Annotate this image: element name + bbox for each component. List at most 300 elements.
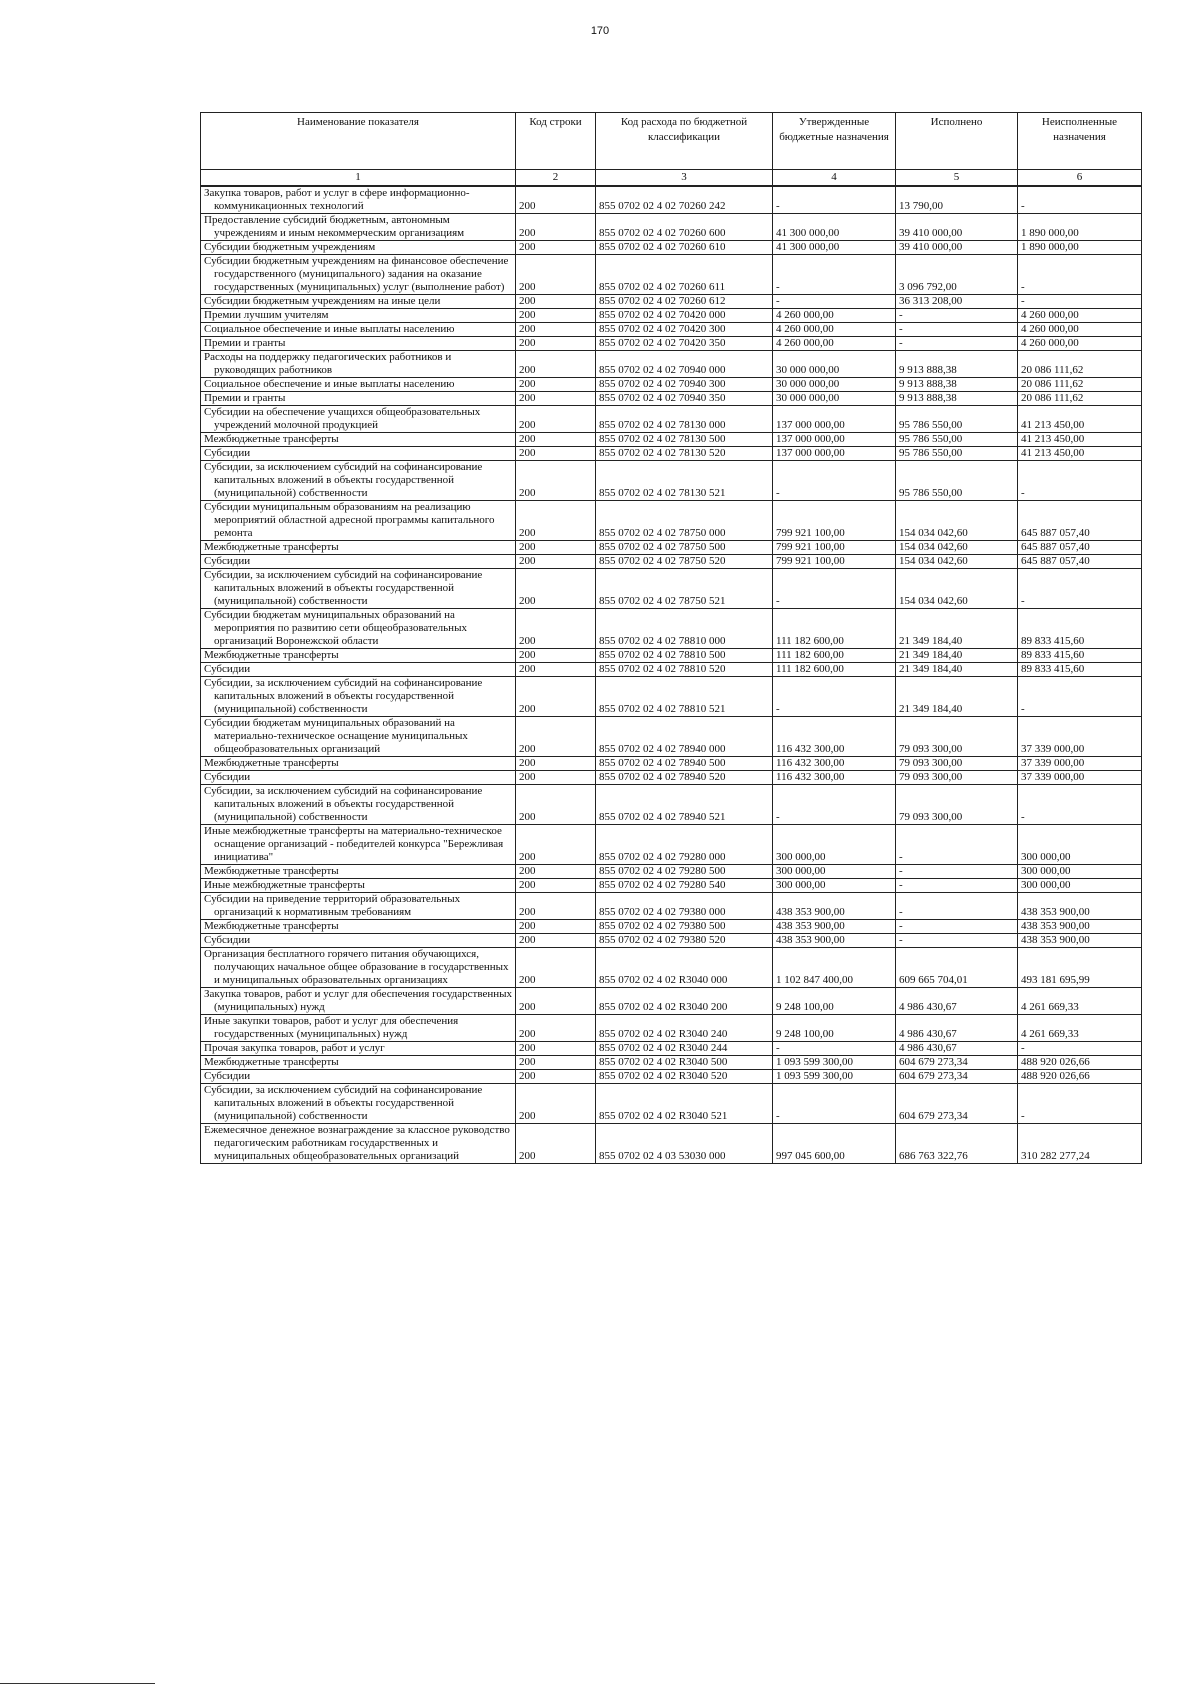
budget-code-cell: 855 0702 02 4 02 78810 000 <box>596 609 773 649</box>
table-row <box>201 214 1142 241</box>
indicator-name-cell: Субсидии бюджетам муниципальных образований на мероприятия по развитию сети общеобразовательных организаций Воронежской области <box>201 609 516 649</box>
unexecuted-cell: 493 181 695,99 <box>1018 948 1142 988</box>
unexecuted-cell: 438 353 900,00 <box>1018 920 1142 934</box>
indicator-name-cell: Субсидии <box>201 447 516 461</box>
indicator-name-cell: Премии и гранты <box>201 392 516 406</box>
table-row <box>201 785 1142 825</box>
unexecuted-cell: 645 887 057,40 <box>1018 501 1142 541</box>
line-code-cell: 200 <box>516 677 596 717</box>
unexecuted-cell: - <box>1018 186 1142 214</box>
unexecuted-cell: 300 000,00 <box>1018 879 1142 893</box>
approved-cell: 116 432 300,00 <box>773 717 896 757</box>
budget-code-cell: 855 0702 02 4 02 70420 300 <box>596 323 773 337</box>
line-code-cell: 200 <box>516 406 596 433</box>
budget-code-cell: 855 0702 02 4 03 53030 000 <box>596 1124 773 1164</box>
executed-cell: - <box>896 865 1018 879</box>
table-row <box>201 295 1142 309</box>
approved-cell: 1 093 599 300,00 <box>773 1056 896 1070</box>
unexecuted-cell: - <box>1018 569 1142 609</box>
line-code-cell: 200 <box>516 241 596 255</box>
unexecuted-cell: 89 833 415,60 <box>1018 609 1142 649</box>
indicator-name-cell: Закупка товаров, работ и услуг в сфере информационно-коммуникационных технологий <box>201 186 516 214</box>
unexecuted-cell: 89 833 415,60 <box>1018 649 1142 663</box>
table-row <box>201 351 1142 378</box>
approved-cell: 116 432 300,00 <box>773 771 896 785</box>
executed-cell: 604 679 273,34 <box>896 1056 1018 1070</box>
approved-cell: - <box>773 1084 896 1124</box>
indicator-name-cell: Предоставление субсидий бюджетным, автономным учреждениям и иным некоммерческим организациям <box>201 214 516 241</box>
header-line-code: Код строки <box>516 113 596 170</box>
header-approved: Утвержденные бюджетные назначения <box>773 113 896 170</box>
table-row <box>201 378 1142 392</box>
approved-cell: - <box>773 186 896 214</box>
budget-code-cell: 855 0702 02 4 02 79380 500 <box>596 920 773 934</box>
executed-cell: 79 093 300,00 <box>896 717 1018 757</box>
unexecuted-cell: 645 887 057,40 <box>1018 555 1142 569</box>
line-code-cell: 200 <box>516 295 596 309</box>
header-indicator-name: Наименование показателя <box>201 113 516 170</box>
approved-cell: 137 000 000,00 <box>773 406 896 433</box>
indicator-name-cell: Субсидии, за исключением субсидий на софинансирование капитальных вложений в объекты государственной (муниципальной) собственности <box>201 461 516 501</box>
budget-code-cell: 855 0702 02 4 02 70940 000 <box>596 351 773 378</box>
executed-cell: 9 913 888,38 <box>896 351 1018 378</box>
indicator-name-cell: Межбюджетные трансферты <box>201 541 516 555</box>
executed-cell: 13 790,00 <box>896 186 1018 214</box>
line-code-cell: 200 <box>516 541 596 555</box>
indicator-name-cell: Иные закупки товаров, работ и услуг для обеспечения государственных (муниципальных) нужд <box>201 1015 516 1042</box>
table-row <box>201 186 1142 214</box>
approved-cell: 300 000,00 <box>773 865 896 879</box>
executed-cell: - <box>896 323 1018 337</box>
indicator-name-cell: Прочая закупка товаров, работ и услуг <box>201 1042 516 1056</box>
column-number: 6 <box>1018 170 1142 187</box>
budget-code-cell: 855 0702 02 4 02 R3040 200 <box>596 988 773 1015</box>
line-code-cell: 200 <box>516 609 596 649</box>
table-row <box>201 309 1142 323</box>
line-code-cell: 200 <box>516 569 596 609</box>
line-code-cell: 200 <box>516 771 596 785</box>
indicator-name-cell: Социальное обеспечение и иные выплаты населению <box>201 323 516 337</box>
approved-cell: - <box>773 295 896 309</box>
unexecuted-cell: 1 890 000,00 <box>1018 241 1142 255</box>
executed-cell: 154 034 042,60 <box>896 569 1018 609</box>
indicator-name-cell: Расходы на поддержку педагогических работников и руководящих работников <box>201 351 516 378</box>
unexecuted-cell: - <box>1018 1042 1142 1056</box>
unexecuted-cell: - <box>1018 785 1142 825</box>
indicator-name-cell: Межбюджетные трансферты <box>201 920 516 934</box>
line-code-cell: 200 <box>516 351 596 378</box>
executed-cell: 95 786 550,00 <box>896 447 1018 461</box>
line-code-cell: 200 <box>516 663 596 677</box>
budget-code-cell: 855 0702 02 4 02 78940 521 <box>596 785 773 825</box>
budget-code-cell: 855 0702 02 4 02 78940 500 <box>596 757 773 771</box>
line-code-cell: 200 <box>516 378 596 392</box>
indicator-name-cell: Межбюджетные трансферты <box>201 757 516 771</box>
executed-cell: 79 093 300,00 <box>896 785 1018 825</box>
table-body <box>201 186 1142 1164</box>
unexecuted-cell: 488 920 026,66 <box>1018 1056 1142 1070</box>
indicator-name-cell: Ежемесячное денежное вознаграждение за классное руководство педагогическим работникам государственных и муниципальных общеобразовательных организаций <box>201 1124 516 1164</box>
approved-cell: 799 921 100,00 <box>773 555 896 569</box>
line-code-cell: 200 <box>516 934 596 948</box>
table-row <box>201 392 1142 406</box>
line-code-cell: 200 <box>516 555 596 569</box>
budget-code-cell: 855 0702 02 4 02 78130 521 <box>596 461 773 501</box>
table-row <box>201 406 1142 433</box>
column-number: 3 <box>596 170 773 187</box>
table-row <box>201 663 1142 677</box>
budget-code-cell: 855 0702 02 4 02 70260 242 <box>596 186 773 214</box>
executed-cell: - <box>896 920 1018 934</box>
executed-cell: 39 410 000,00 <box>896 241 1018 255</box>
budget-code-cell: 855 0702 02 4 02 70940 300 <box>596 378 773 392</box>
executed-cell: - <box>896 893 1018 920</box>
unexecuted-cell: 4 261 669,33 <box>1018 988 1142 1015</box>
approved-cell: 4 260 000,00 <box>773 323 896 337</box>
approved-cell: 30 000 000,00 <box>773 351 896 378</box>
budget-code-cell: 855 0702 02 4 02 70260 611 <box>596 255 773 295</box>
line-code-cell: 200 <box>516 757 596 771</box>
unexecuted-cell: 41 213 450,00 <box>1018 433 1142 447</box>
budget-code-cell: 855 0702 02 4 02 R3040 244 <box>596 1042 773 1056</box>
table-row <box>201 771 1142 785</box>
column-number: 5 <box>896 170 1018 187</box>
line-code-cell: 200 <box>516 309 596 323</box>
table-row <box>201 825 1142 865</box>
indicator-name-cell: Межбюджетные трансферты <box>201 1056 516 1070</box>
table-row <box>201 1124 1142 1164</box>
executed-cell: - <box>896 879 1018 893</box>
line-code-cell: 200 <box>516 1124 596 1164</box>
executed-cell: - <box>896 309 1018 323</box>
budget-code-cell: 855 0702 02 4 02 78130 000 <box>596 406 773 433</box>
budget-code-cell: 855 0702 02 4 02 78750 520 <box>596 555 773 569</box>
approved-cell: - <box>773 785 896 825</box>
indicator-name-cell: Субсидии, за исключением субсидий на софинансирование капитальных вложений в объекты государственной (муниципальной) собственности <box>201 785 516 825</box>
approved-cell: 41 300 000,00 <box>773 214 896 241</box>
line-code-cell: 200 <box>516 1084 596 1124</box>
line-code-cell: 200 <box>516 214 596 241</box>
table-row <box>201 461 1142 501</box>
executed-cell: 9 913 888,38 <box>896 392 1018 406</box>
line-code-cell: 200 <box>516 392 596 406</box>
table-row <box>201 757 1142 771</box>
table-row <box>201 1056 1142 1070</box>
executed-cell: 3 096 792,00 <box>896 255 1018 295</box>
executed-cell: - <box>896 825 1018 865</box>
line-code-cell: 200 <box>516 988 596 1015</box>
executed-cell: 39 410 000,00 <box>896 214 1018 241</box>
unexecuted-cell: 37 339 000,00 <box>1018 757 1142 771</box>
header-unexecuted: Неисполненные назначения <box>1018 113 1142 170</box>
budget-code-cell: 855 0702 02 4 02 78130 520 <box>596 447 773 461</box>
executed-cell: 4 986 430,67 <box>896 1015 1018 1042</box>
budget-code-cell: 855 0702 02 4 02 79380 000 <box>596 893 773 920</box>
approved-cell: 137 000 000,00 <box>773 433 896 447</box>
budget-code-cell: 855 0702 02 4 02 78750 500 <box>596 541 773 555</box>
indicator-name-cell: Субсидии <box>201 1070 516 1084</box>
unexecuted-cell: - <box>1018 255 1142 295</box>
approved-cell: - <box>773 569 896 609</box>
approved-cell: 111 182 600,00 <box>773 649 896 663</box>
line-code-cell: 200 <box>516 501 596 541</box>
budget-code-cell: 855 0702 02 4 02 R3040 240 <box>596 1015 773 1042</box>
table-row <box>201 501 1142 541</box>
unexecuted-cell: 4 260 000,00 <box>1018 309 1142 323</box>
unexecuted-cell: - <box>1018 677 1142 717</box>
approved-cell: 300 000,00 <box>773 879 896 893</box>
budget-code-cell: 855 0702 02 4 02 78810 521 <box>596 677 773 717</box>
unexecuted-cell: - <box>1018 295 1142 309</box>
budget-code-cell: 855 0702 02 4 02 70420 350 <box>596 337 773 351</box>
unexecuted-cell: 438 353 900,00 <box>1018 893 1142 920</box>
executed-cell: 154 034 042,60 <box>896 541 1018 555</box>
indicator-name-cell: Организация бесплатного горячего питания обучающихся, получающих начальное общее образование в государственных и муниципальных образовательных организациях <box>201 948 516 988</box>
unexecuted-cell: 4 260 000,00 <box>1018 323 1142 337</box>
approved-cell: 30 000 000,00 <box>773 392 896 406</box>
line-code-cell: 200 <box>516 785 596 825</box>
approved-cell: 137 000 000,00 <box>773 447 896 461</box>
table-row <box>201 255 1142 295</box>
indicator-name-cell: Субсидии <box>201 934 516 948</box>
table-row <box>201 1070 1142 1084</box>
indicator-name-cell: Премии лучшим учителям <box>201 309 516 323</box>
budget-code-cell: 855 0702 02 4 02 78750 521 <box>596 569 773 609</box>
line-code-cell: 200 <box>516 879 596 893</box>
executed-cell: 604 679 273,34 <box>896 1084 1018 1124</box>
unexecuted-cell: - <box>1018 1084 1142 1124</box>
budget-code-cell: 855 0702 02 4 02 78940 000 <box>596 717 773 757</box>
executed-cell: 686 763 322,76 <box>896 1124 1018 1164</box>
executed-cell: 154 034 042,60 <box>896 501 1018 541</box>
column-number: 4 <box>773 170 896 187</box>
approved-cell: - <box>773 677 896 717</box>
executed-cell: 604 679 273,34 <box>896 1070 1018 1084</box>
line-code-cell: 200 <box>516 865 596 879</box>
line-code-cell: 200 <box>516 255 596 295</box>
line-code-cell: 200 <box>516 1015 596 1042</box>
unexecuted-cell: - <box>1018 461 1142 501</box>
executed-cell: 609 665 704,01 <box>896 948 1018 988</box>
approved-cell: 1 093 599 300,00 <box>773 1070 896 1084</box>
approved-cell: 9 248 100,00 <box>773 1015 896 1042</box>
table-row <box>201 1084 1142 1124</box>
indicator-name-cell: Субсидии бюджетным учреждениям <box>201 241 516 255</box>
table-row <box>201 865 1142 879</box>
approved-cell: 30 000 000,00 <box>773 378 896 392</box>
table-row <box>201 609 1142 649</box>
unexecuted-cell: 300 000,00 <box>1018 825 1142 865</box>
approved-cell: 1 102 847 400,00 <box>773 948 896 988</box>
approved-cell: 438 353 900,00 <box>773 893 896 920</box>
executed-cell: 21 349 184,40 <box>896 663 1018 677</box>
unexecuted-cell: 37 339 000,00 <box>1018 717 1142 757</box>
line-code-cell: 200 <box>516 825 596 865</box>
budget-execution-table <box>200 112 1142 1164</box>
executed-cell: 79 093 300,00 <box>896 771 1018 785</box>
executed-cell: - <box>896 934 1018 948</box>
unexecuted-cell: 20 086 111,62 <box>1018 351 1142 378</box>
approved-cell: 438 353 900,00 <box>773 920 896 934</box>
table-row <box>201 717 1142 757</box>
executed-cell: 4 986 430,67 <box>896 1042 1018 1056</box>
budget-code-cell: 855 0702 02 4 02 R3040 521 <box>596 1084 773 1124</box>
unexecuted-cell: 41 213 450,00 <box>1018 406 1142 433</box>
table-row <box>201 433 1142 447</box>
approved-cell: 9 248 100,00 <box>773 988 896 1015</box>
budget-code-cell: 855 0702 02 4 02 79280 000 <box>596 825 773 865</box>
approved-cell: 438 353 900,00 <box>773 934 896 948</box>
unexecuted-cell: 89 833 415,60 <box>1018 663 1142 677</box>
table-row <box>201 677 1142 717</box>
budget-code-cell: 855 0702 02 4 02 78940 520 <box>596 771 773 785</box>
approved-cell: 997 045 600,00 <box>773 1124 896 1164</box>
table-row <box>201 920 1142 934</box>
unexecuted-cell: 37 339 000,00 <box>1018 771 1142 785</box>
table-row <box>201 934 1142 948</box>
executed-cell: 154 034 042,60 <box>896 555 1018 569</box>
unexecuted-cell: 20 086 111,62 <box>1018 378 1142 392</box>
table-row <box>201 988 1142 1015</box>
indicator-name-cell: Социальное обеспечение и иные выплаты населению <box>201 378 516 392</box>
executed-cell: 4 986 430,67 <box>896 988 1018 1015</box>
budget-code-cell: 855 0702 02 4 02 79380 520 <box>596 934 773 948</box>
approved-cell: 41 300 000,00 <box>773 241 896 255</box>
budget-code-cell: 855 0702 02 4 02 78810 500 <box>596 649 773 663</box>
indicator-name-cell: Субсидии муниципальным образованиям на реализацию мероприятий областной адресной программы капитального ремонта <box>201 501 516 541</box>
executed-cell: - <box>896 337 1018 351</box>
budget-code-cell: 855 0702 02 4 02 79280 500 <box>596 865 773 879</box>
line-code-cell: 200 <box>516 337 596 351</box>
approved-cell: 4 260 000,00 <box>773 309 896 323</box>
executed-cell: 9 913 888,38 <box>896 378 1018 392</box>
indicator-name-cell: Закупка товаров, работ и услуг для обеспечения государственных (муниципальных) нужд <box>201 988 516 1015</box>
line-code-cell: 200 <box>516 893 596 920</box>
budget-code-cell: 855 0702 02 4 02 R3040 500 <box>596 1056 773 1070</box>
unexecuted-cell: 488 920 026,66 <box>1018 1070 1142 1084</box>
indicator-name-cell: Субсидии бюджетам муниципальных образований на материально-техническое оснащение муниципальных общеобразовательных организаций <box>201 717 516 757</box>
approved-cell: 4 260 000,00 <box>773 337 896 351</box>
column-number: 2 <box>516 170 596 187</box>
line-code-cell: 200 <box>516 717 596 757</box>
unexecuted-cell: 310 282 277,24 <box>1018 1124 1142 1164</box>
indicator-name-cell: Иные межбюджетные трансферты на материально-техническое оснащение организаций - победителей конкурса "Бережливая инициатива" <box>201 825 516 865</box>
budget-code-cell: 855 0702 02 4 02 R3040 520 <box>596 1070 773 1084</box>
table-row <box>201 241 1142 255</box>
budget-code-cell: 855 0702 02 4 02 70260 610 <box>596 241 773 255</box>
executed-cell: 95 786 550,00 <box>896 433 1018 447</box>
table-row <box>201 879 1142 893</box>
executed-cell: 95 786 550,00 <box>896 406 1018 433</box>
header-executed: Исполнено <box>896 113 1018 170</box>
line-code-cell: 200 <box>516 323 596 337</box>
budget-code-cell: 855 0702 02 4 02 70940 350 <box>596 392 773 406</box>
indicator-name-cell: Субсидии <box>201 555 516 569</box>
unexecuted-cell: 4 261 669,33 <box>1018 1015 1142 1042</box>
approved-cell: - <box>773 1042 896 1056</box>
indicator-name-cell: Межбюджетные трансферты <box>201 865 516 879</box>
line-code-cell: 200 <box>516 186 596 214</box>
approved-cell: 111 182 600,00 <box>773 609 896 649</box>
footer-rule <box>0 1683 155 1684</box>
unexecuted-cell: 1 890 000,00 <box>1018 214 1142 241</box>
table-row <box>201 893 1142 920</box>
table-row <box>201 447 1142 461</box>
approved-cell: 116 432 300,00 <box>773 757 896 771</box>
unexecuted-cell: 645 887 057,40 <box>1018 541 1142 555</box>
table-row <box>201 1042 1142 1056</box>
indicator-name-cell: Субсидии <box>201 663 516 677</box>
table-row <box>201 649 1142 663</box>
line-code-cell: 200 <box>516 433 596 447</box>
indicator-name-cell: Субсидии бюджетным учреждениям на финансовое обеспечение государственного (муниципального) задания на оказание государственных (муниципальных) услуг (выполнение работ) <box>201 255 516 295</box>
executed-cell: 21 349 184,40 <box>896 649 1018 663</box>
executed-cell: 36 313 208,00 <box>896 295 1018 309</box>
line-code-cell: 200 <box>516 920 596 934</box>
unexecuted-cell: 4 260 000,00 <box>1018 337 1142 351</box>
column-number: 1 <box>201 170 516 187</box>
unexecuted-cell: 20 086 111,62 <box>1018 392 1142 406</box>
table-row <box>201 337 1142 351</box>
indicator-name-cell: Субсидии на приведение территорий образовательных организаций к нормативным требованиям <box>201 893 516 920</box>
budget-code-cell: 855 0702 02 4 02 70260 612 <box>596 295 773 309</box>
table-header <box>201 113 1142 187</box>
indicator-name-cell: Межбюджетные трансферты <box>201 433 516 447</box>
approved-cell: 111 182 600,00 <box>773 663 896 677</box>
executed-cell: 95 786 550,00 <box>896 461 1018 501</box>
approved-cell: 300 000,00 <box>773 825 896 865</box>
executed-cell: 21 349 184,40 <box>896 609 1018 649</box>
budget-code-cell: 855 0702 02 4 02 70260 600 <box>596 214 773 241</box>
table-row <box>201 323 1142 337</box>
indicator-name-cell: Субсидии, за исключением субсидий на софинансирование капитальных вложений в объекты государственной (муниципальной) собственности <box>201 1084 516 1124</box>
indicator-name-cell: Межбюджетные трансферты <box>201 649 516 663</box>
unexecuted-cell: 300 000,00 <box>1018 865 1142 879</box>
budget-code-cell: 855 0702 02 4 02 R3040 000 <box>596 948 773 988</box>
unexecuted-cell: 41 213 450,00 <box>1018 447 1142 461</box>
approved-cell: 799 921 100,00 <box>773 501 896 541</box>
budget-code-cell: 855 0702 02 4 02 70420 000 <box>596 309 773 323</box>
line-code-cell: 200 <box>516 649 596 663</box>
indicator-name-cell: Премии и гранты <box>201 337 516 351</box>
table-row <box>201 541 1142 555</box>
approved-cell: - <box>773 255 896 295</box>
table-row <box>201 569 1142 609</box>
indicator-name-cell: Иные межбюджетные трансферты <box>201 879 516 893</box>
budget-code-cell: 855 0702 02 4 02 78810 520 <box>596 663 773 677</box>
line-code-cell: 200 <box>516 1056 596 1070</box>
executed-cell: 21 349 184,40 <box>896 677 1018 717</box>
indicator-name-cell: Субсидии на обеспечение учащихся общеобразовательных учреждений молочной продукцией <box>201 406 516 433</box>
approved-cell: - <box>773 461 896 501</box>
line-code-cell: 200 <box>516 447 596 461</box>
indicator-name-cell: Субсидии <box>201 771 516 785</box>
line-code-cell: 200 <box>516 948 596 988</box>
header-budget-code: Код расхода по бюджетной классификации <box>596 113 773 170</box>
line-code-cell: 200 <box>516 1042 596 1056</box>
page-number: 170 <box>590 25 610 37</box>
line-code-cell: 200 <box>516 1070 596 1084</box>
unexecuted-cell: 438 353 900,00 <box>1018 934 1142 948</box>
table-row <box>201 555 1142 569</box>
line-code-cell: 200 <box>516 461 596 501</box>
indicator-name-cell: Субсидии бюджетным учреждениям на иные цели <box>201 295 516 309</box>
budget-code-cell: 855 0702 02 4 02 78130 500 <box>596 433 773 447</box>
executed-cell: 79 093 300,00 <box>896 757 1018 771</box>
approved-cell: 799 921 100,00 <box>773 541 896 555</box>
budget-code-cell: 855 0702 02 4 02 78750 000 <box>596 501 773 541</box>
indicator-name-cell: Субсидии, за исключением субсидий на софинансирование капитальных вложений в объекты государственной (муниципальной) собственности <box>201 569 516 609</box>
